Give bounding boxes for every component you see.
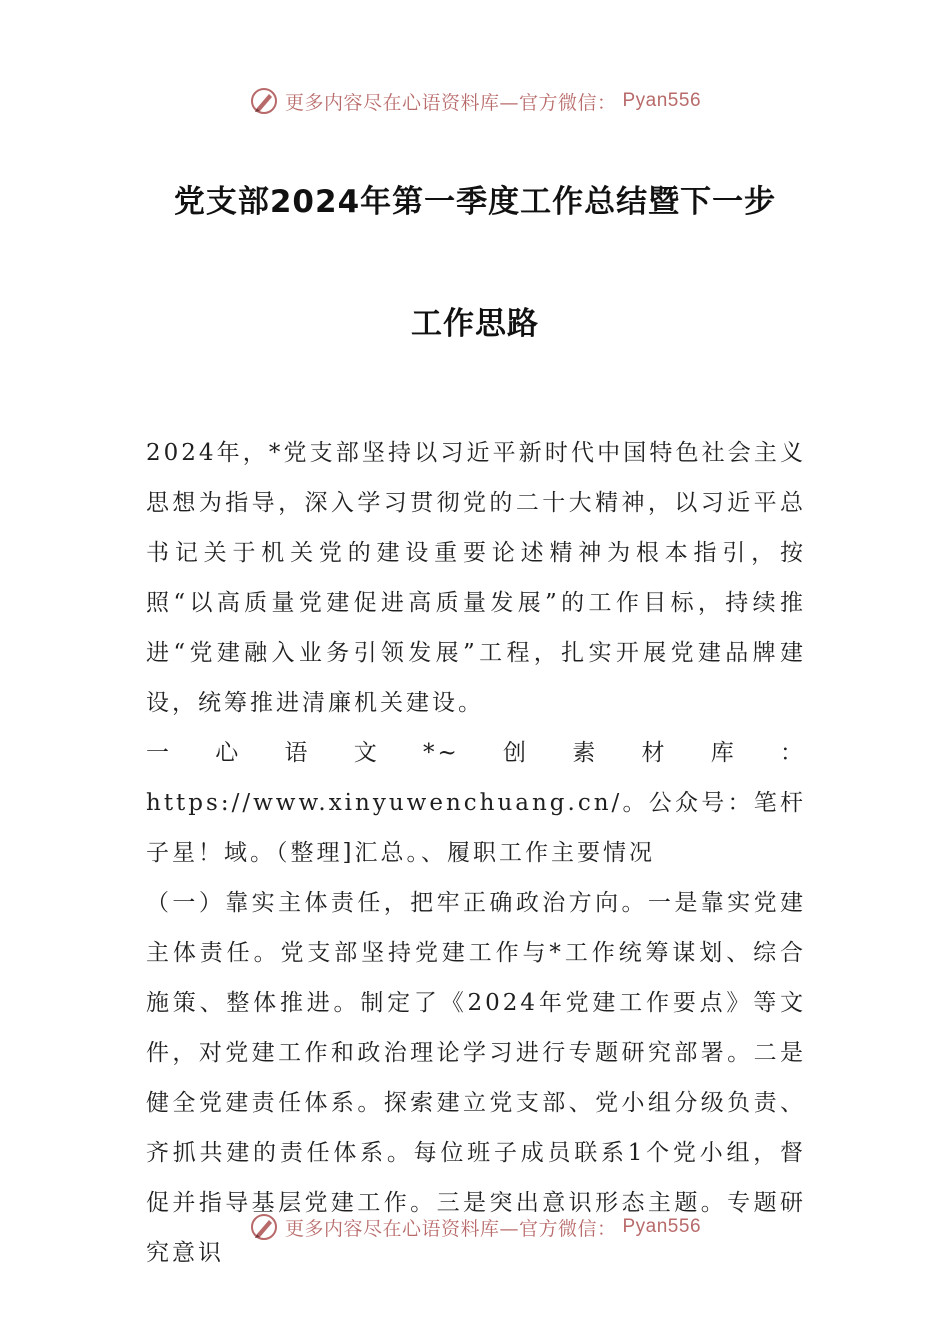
header-banner <box>0 86 950 116</box>
footer-banner <box>0 1212 950 1242</box>
document-title-line1: 党支部2024年第一季度工作总结暨下一步 <box>173 184 777 220</box>
document-body <box>146 428 806 1278</box>
document-title-line2: 工作思路 <box>411 306 539 342</box>
paragraph-intro: 2024年，*党支部坚持以习近平新时代中国特色社会主义思想为指导，深入学习贯彻党的二十大精神，以习近平总书记关于机关党的建设重要论述精神为根本指引，按照“以高质量党建促进高质量发展”的工作目标，持续推进“党建融入业务引领发展”工程，扎实开展党建品牌建设，统筹推进清廉机关建设。 <box>146 440 806 716</box>
banner-wechat-id: Pyan556 <box>622 90 702 111</box>
banner-wechat-id: Pyan556 <box>622 1216 702 1237</box>
banner-text: 更多内容尽在心语资料库—官方微信： <box>284 1217 617 1240</box>
pen-logo-icon <box>249 86 279 116</box>
paragraph-source-note: 一心语文*~创素材库：https://www.xinyuwenchuang.cn/。公众号：笔杆子星！域。（整理]汇总。、履职工作主要情况 <box>146 740 806 866</box>
banner-text: 更多内容尽在心语资料库—官方微信： <box>284 91 617 114</box>
pen-logo-icon <box>249 1212 279 1242</box>
paragraph-section-one: （一）靠实主体责任，把牢正确政治方向。一是靠实党建主体责任。党支部坚持党建工作与*工作统筹谋划、综合施策、整体推进。制定了《2024年党建工作要点》等文件，对党建工作和政治理论学习进行专题研究部署。二是健全党建责任体系。探索建立党支部、党小组分级负责、齐抓共建的责任体系。每位班子成员联系1个党小组，督促并指导基层党建工作。三是突出意识形态主题。专题研究意识 <box>146 890 806 1266</box>
